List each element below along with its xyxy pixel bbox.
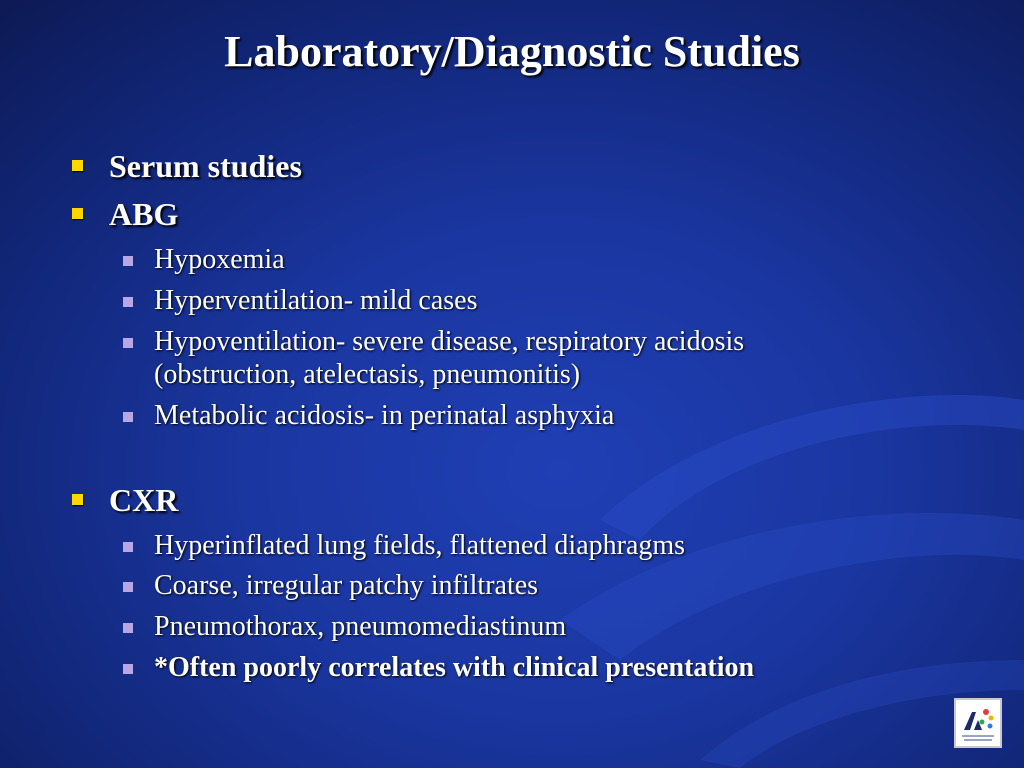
square-bullet-icon [123,664,133,674]
square-bullet-icon [123,338,133,348]
square-bullet-icon [72,160,83,171]
square-bullet-icon [72,494,83,505]
hospital-logo-graphic [956,700,1000,746]
slide-title: Laboratory/Diagnostic Studies [224,27,800,76]
list-item-text: Serum studies [109,148,302,184]
list-item-text: CXR [109,482,179,518]
sub-list-item-text: Metabolic acidosis- in perinatal asphyxia [154,400,615,431]
sub-list-item-text: (obstruction, atelectasis, pneumonitis) [154,359,581,390]
square-bullet-icon [72,208,83,219]
list-item-text: ABG [109,196,179,232]
sub-list-item-text: Coarse, irregular patchy infiltrates [154,570,539,601]
square-bullet-icon [123,256,133,266]
square-bullet-icon [123,582,133,592]
square-bullet-icon [123,297,133,307]
sub-list-item-text: Hyperinflated lung fields, flattened diaphragms [154,530,686,561]
square-bullet-icon [123,412,133,422]
sub-list-item-text: Pneumothorax, pneumomediastinum [154,611,567,642]
hospital-logo-icon [954,698,1002,748]
square-bullet-icon [123,542,133,552]
sub-list-item-text: Hypoventilation- severe disease, respiratory acidosis [154,326,745,357]
square-bullet-icon [123,623,133,633]
sub-list-item-text: Hyperventilation- mild cases [154,285,478,316]
sub-list-item-text: Hypoxemia [154,244,285,275]
sub-list-item-text: *Often poorly correlates with clinical presentation [154,652,755,683]
